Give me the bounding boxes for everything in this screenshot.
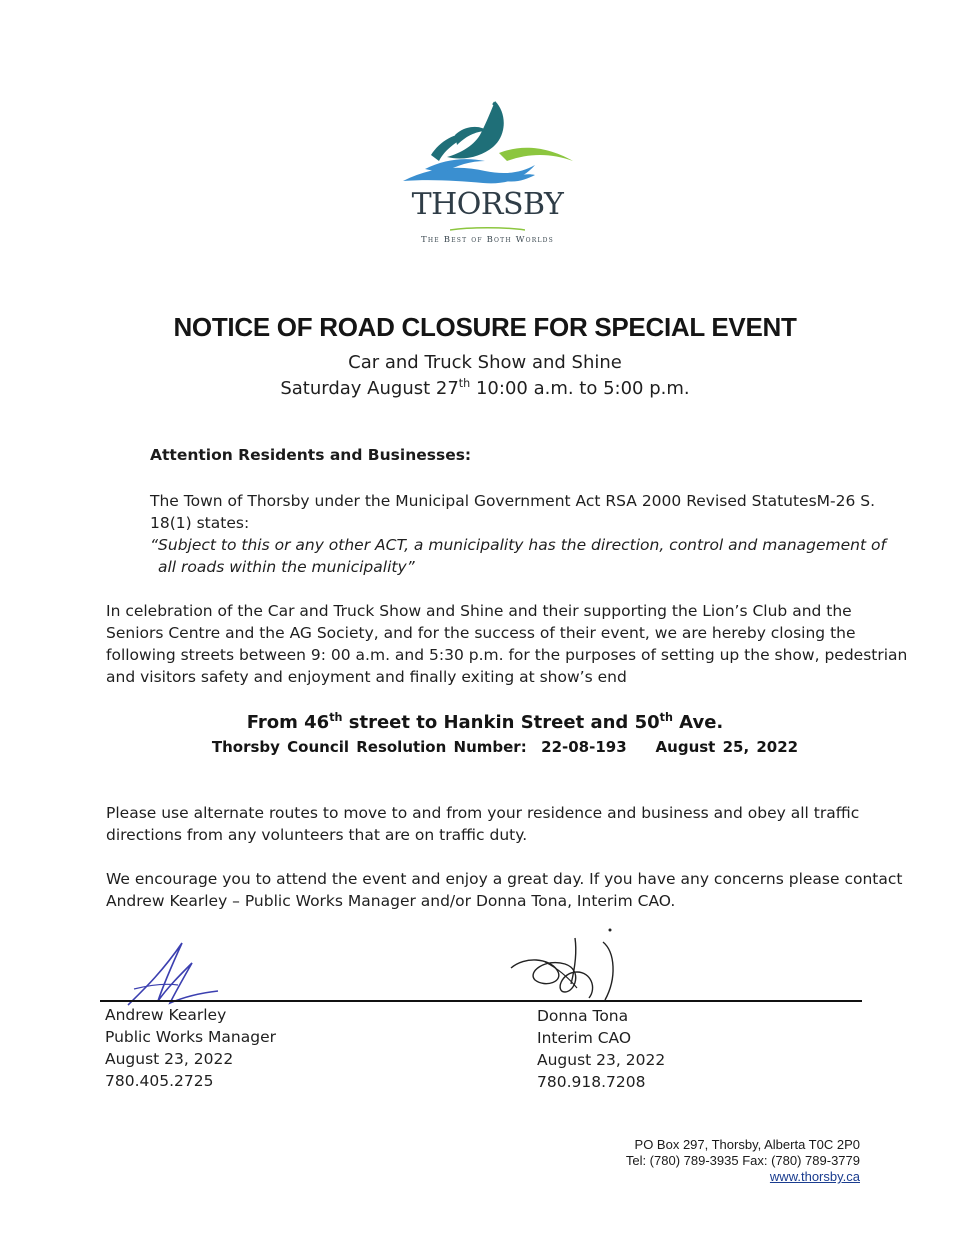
- logo-tagline: The Best of Both Worlds: [421, 235, 554, 245]
- resolution-date: August 25, 2022: [655, 738, 799, 756]
- quote-line-1: “Subject to this or any other ACT, a municipality has the direction, control and management of: [150, 536, 886, 554]
- notice-title: NOTICE OF ROAD CLOSURE FOR SPECIAL EVENT: [173, 312, 797, 342]
- act-paragraph: [150, 490, 886, 578]
- website-link[interactable]: www.thorsby.ca: [769, 1169, 860, 1184]
- council-resolution: [0, 738, 960, 756]
- event-date: Saturday August 27: [280, 378, 459, 399]
- alternate-line: directions from any volunteers that are on traffic duty.: [106, 826, 528, 844]
- celebration-line: Seniors Centre and the AG Society, and for the success of their event, we are hereby closing the: [106, 624, 856, 642]
- signer-date: August 23, 2022: [105, 1050, 234, 1068]
- signature-kearley: [105, 1004, 276, 1092]
- celebration-paragraph: [106, 600, 907, 688]
- closure-from: From 46: [246, 712, 330, 733]
- closure-sup-2: th: [659, 711, 673, 724]
- closure-sup-1: th: [329, 711, 343, 724]
- thorsby-swan-logo-icon: [395, 95, 580, 195]
- celebration-line: following streets between 9: 00 a.m. and 5:30 p.m. for the purposes of setting up the show, pedestrian: [106, 646, 908, 664]
- resolution-label: Thorsby Council Resolution Number:: [211, 738, 527, 756]
- closure-end: Ave.: [672, 712, 724, 733]
- act-line-1: The Town of Thorsby under the Municipal Government Act RSA 2000 Revised StatutesM-26 S.: [150, 492, 876, 510]
- act-line-2: 18(1) states:: [150, 514, 250, 532]
- event-date-time: [0, 378, 960, 399]
- kearley-signature-icon: [120, 935, 230, 1010]
- footer-phones: Tel: (780) 789-3935 Fax: (780) 789-3779: [625, 1153, 860, 1168]
- town-logo: [395, 95, 580, 255]
- event-name: Car and Truck Show and Shine: [348, 352, 622, 373]
- signer-name: Andrew Kearley: [105, 1006, 227, 1024]
- alternate-routes-paragraph: [106, 802, 859, 846]
- signer-name: Donna Tona: [537, 1007, 629, 1025]
- signer-phone: 780.405.2725: [105, 1072, 214, 1090]
- signature-tona: [537, 1005, 665, 1093]
- signer-date: August 23, 2022: [537, 1051, 666, 1069]
- encourage-paragraph: [106, 868, 902, 912]
- celebration-line: In celebration of the Car and Truck Show and Shine and their supporting the Lion’s Club and the: [106, 602, 852, 620]
- logo-wordmark: THORSBY: [411, 187, 564, 222]
- signer-title: Public Works Manager: [105, 1028, 276, 1046]
- resolution-number: 22-08-193: [541, 738, 627, 756]
- footer-address: PO Box 297, Thorsby, Alberta T0C 2P0: [634, 1137, 860, 1152]
- tona-signature-icon: [505, 928, 635, 1008]
- logo-divider-icon: [450, 227, 525, 233]
- closure-middle: street to Hankin Street and 50: [342, 712, 660, 733]
- celebration-line: and visitors safety and enjoyment and finally exiting at show’s end: [106, 668, 627, 686]
- alternate-line: Please use alternate routes to move to and from your residence and business and obey all traffic: [106, 804, 860, 822]
- signature-line: [100, 1000, 862, 1002]
- event-time: 10:00 a.m. to 5:00 p.m.: [470, 378, 690, 399]
- attention-heading: Attention Residents and Businesses:: [150, 446, 472, 464]
- event-date-suffix: th: [458, 377, 471, 390]
- encourage-line: We encourage you to attend the event and enjoy a great day. If you have any concerns please contact: [106, 870, 903, 888]
- signer-phone: 780.918.7208: [537, 1073, 646, 1091]
- quote-line-2: all roads within the municipality”: [158, 558, 415, 576]
- closure-streets: [0, 712, 960, 733]
- signer-title: Interim CAO: [537, 1029, 632, 1047]
- encourage-line: Andrew Kearley – Public Works Manager and/or Donna Tona, Interim CAO.: [106, 892, 676, 910]
- contact-footer: [626, 1137, 860, 1185]
